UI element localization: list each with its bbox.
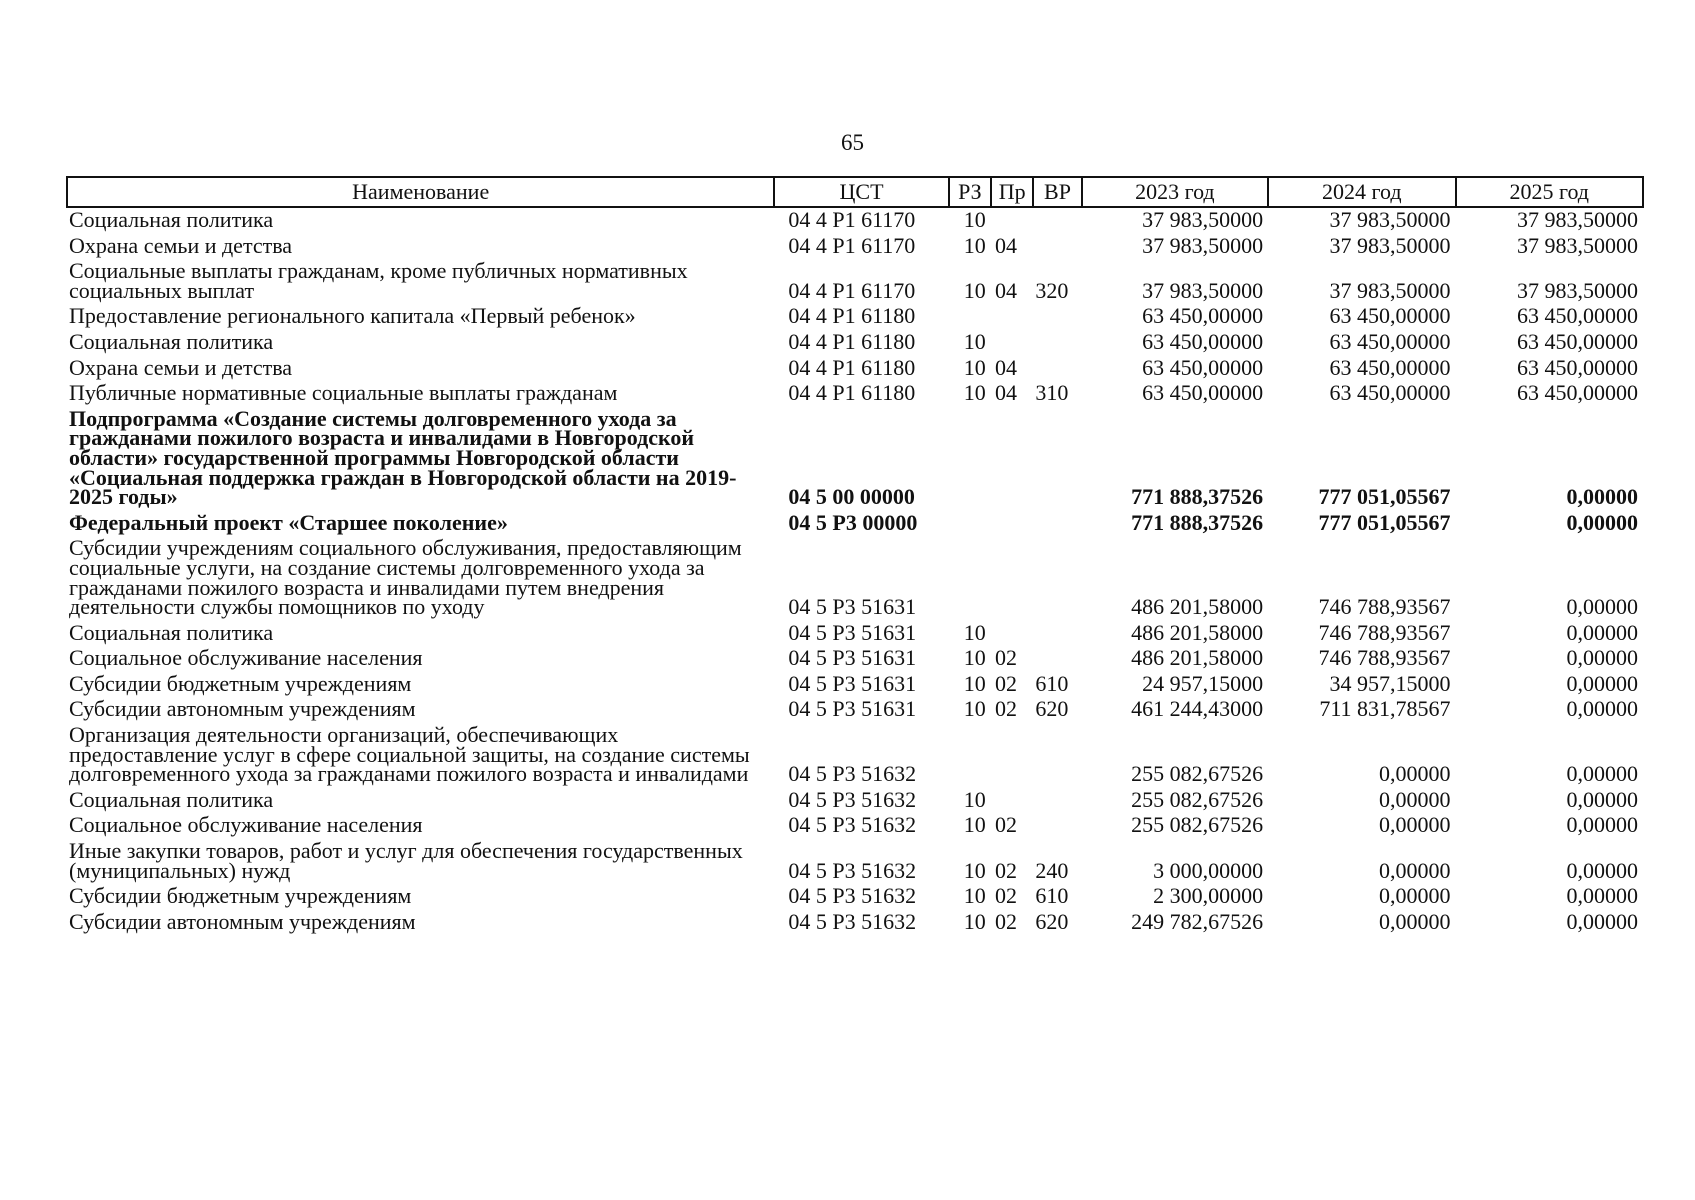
row-2025: 63 450,00000 <box>1517 303 1638 329</box>
table-row <box>67 234 1643 260</box>
row-rz: 10 <box>963 380 986 406</box>
row-cst: 04 5 P3 51631 <box>788 645 917 671</box>
header-2023: 2023 год <box>1082 177 1268 207</box>
table-row <box>67 884 1643 910</box>
row-cst: 04 5 P3 00000 <box>788 509 918 535</box>
row-2024: 0,00000 <box>1379 908 1451 934</box>
table-row-subprogram <box>67 407 1643 511</box>
row-2024: 711 831,78567 <box>1319 696 1451 722</box>
row-2024: 63 450,00000 <box>1329 380 1451 406</box>
row-name: Субсидии бюджетным учреждениям <box>69 883 412 909</box>
header-name: Наименование <box>67 177 774 207</box>
row-name: Охрана семьи и детства <box>69 354 293 380</box>
row-2024: 63 450,00000 <box>1329 354 1451 380</box>
row-2023: 37 983,50000 <box>1142 277 1264 303</box>
row-cst: 04 4 P1 61180 <box>788 354 916 380</box>
table-row <box>67 356 1643 382</box>
row-cst: 04 5 P3 51632 <box>788 761 917 787</box>
row-2023: 63 450,00000 <box>1142 303 1264 329</box>
row-pr: 02 <box>995 645 1017 671</box>
row-rz: 10 <box>963 908 986 934</box>
row-rz: 10 <box>963 207 986 232</box>
row-vr <box>1033 646 1081 672</box>
row-cst: 04 5 P3 51631 <box>788 619 917 645</box>
table-row <box>67 813 1643 839</box>
row-pr <box>991 304 1033 330</box>
row-vr <box>1033 407 1081 511</box>
row-cst: 04 4 P1 61170 <box>788 277 916 303</box>
table-row <box>67 646 1643 672</box>
page-number: 65 <box>841 130 864 155</box>
row-2025: 37 983,50000 <box>1517 232 1638 258</box>
row-rz: 10 <box>963 812 986 838</box>
row-2023: 255 082,67526 <box>1131 761 1264 787</box>
row-rz <box>949 536 991 620</box>
row-rz: 10 <box>963 232 986 258</box>
row-name: Публичные нормативные социальные выплаты гражданам <box>69 380 618 406</box>
header-pr: Пр <box>991 177 1033 207</box>
row-name: Субсидии автономным учреждениям <box>69 908 416 934</box>
row-cst: 04 5 P3 51632 <box>788 812 917 838</box>
row-vr <box>1033 207 1081 234</box>
row-2023: 2 300,00000 <box>1153 883 1264 909</box>
row-vr: 620 <box>1035 696 1069 722</box>
row-rz: 10 <box>963 619 986 645</box>
row-pr: 04 <box>995 232 1017 258</box>
row-vr <box>1033 723 1081 788</box>
table-row <box>67 697 1643 723</box>
row-2025: 0,00000 <box>1566 761 1638 787</box>
row-2024: 777 051,05567 <box>1318 509 1451 535</box>
table-row <box>67 330 1643 356</box>
row-2024: 746 788,93567 <box>1318 619 1451 645</box>
row-2024: 0,00000 <box>1379 761 1451 787</box>
row-name: Социальное обслуживание населения <box>69 812 423 838</box>
row-2023: 63 450,00000 <box>1142 328 1264 354</box>
row-cst: 04 4 P1 61180 <box>788 380 916 406</box>
row-2023: 24 957,15000 <box>1142 670 1264 696</box>
row-pr <box>991 536 1033 620</box>
row-2024: 34 957,15000 <box>1329 670 1451 696</box>
row-2023: 461 244,43000 <box>1131 696 1264 722</box>
row-pr: 02 <box>995 696 1017 722</box>
row-name: Социальное обслуживание населения <box>69 645 423 671</box>
row-cst: 04 5 P3 51632 <box>788 883 917 909</box>
row-2024: 777 051,05567 <box>1318 484 1451 510</box>
row-2025: 37 983,50000 <box>1517 207 1638 232</box>
row-rz: 10 <box>963 670 986 696</box>
row-pr <box>991 621 1033 647</box>
row-pr <box>991 407 1033 511</box>
row-name: Социальная политика <box>69 786 274 812</box>
row-2025: 0,00000 <box>1566 696 1638 722</box>
row-2025: 63 450,00000 <box>1517 328 1638 354</box>
row-name: Социальная политика <box>69 207 274 232</box>
row-cst: 04 5 P3 51631 <box>788 594 917 620</box>
header-cst: ЦСТ <box>774 177 948 207</box>
row-2025: 0,00000 <box>1566 883 1638 909</box>
row-2023: 3 000,00000 <box>1153 857 1264 883</box>
row-cst: 04 4 P1 61170 <box>788 232 916 258</box>
row-cst: 04 5 P3 51631 <box>788 670 917 696</box>
row-2024: 37 983,50000 <box>1329 207 1451 232</box>
row-cst: 04 5 P3 51632 <box>788 786 917 812</box>
row-cst: 04 4 P1 61180 <box>788 328 916 354</box>
row-2025: 0,00000 <box>1566 645 1638 671</box>
row-vr <box>1033 621 1081 647</box>
row-2024: 0,00000 <box>1379 883 1451 909</box>
row-2025: 0,00000 <box>1566 619 1638 645</box>
row-rz: 10 <box>963 645 986 671</box>
row-pr <box>991 511 1033 537</box>
row-2023: 37 983,50000 <box>1142 232 1264 258</box>
table-row <box>67 788 1643 814</box>
row-name: Предоставление регионального капитала «Первый ребенок» <box>69 303 636 329</box>
row-name: Социальная политика <box>69 328 274 354</box>
row-pr <box>991 330 1033 356</box>
row-vr <box>1033 304 1081 330</box>
row-pr: 02 <box>995 908 1017 934</box>
row-2025: 0,00000 <box>1566 594 1638 620</box>
row-2023: 249 782,67526 <box>1131 908 1264 934</box>
row-name: Субсидии учреждениям социального обслуживания, предоставляющим социальные услуги, на создание системы долговременного ухода за гражданами пожилого возраста и инвалидами путем внедрения деятельности службы помощников по уходу <box>69 535 742 620</box>
row-rz: 10 <box>963 883 986 909</box>
row-pr: 04 <box>995 354 1017 380</box>
table-row <box>67 259 1643 304</box>
row-pr <box>991 788 1033 814</box>
row-pr <box>991 723 1033 788</box>
row-vr: 320 <box>1035 277 1069 303</box>
row-2023: 771 888,37526 <box>1131 509 1264 535</box>
row-vr: 310 <box>1035 380 1069 406</box>
row-vr <box>1033 788 1081 814</box>
row-2025: 37 983,50000 <box>1517 277 1638 303</box>
row-cst: 04 4 P1 61170 <box>788 207 916 232</box>
header-vr: ВР <box>1033 177 1081 207</box>
row-2024: 0,00000 <box>1379 857 1451 883</box>
row-rz: 10 <box>963 328 986 354</box>
row-2024: 37 983,50000 <box>1329 277 1451 303</box>
header-2024: 2024 год <box>1268 177 1455 207</box>
row-name: Субсидии бюджетным учреждениям <box>69 670 412 696</box>
row-cst: 04 5 P3 51632 <box>788 908 917 934</box>
row-2024: 63 450,00000 <box>1329 328 1451 354</box>
row-2025: 63 450,00000 <box>1517 380 1638 406</box>
row-vr: 610 <box>1035 883 1069 909</box>
row-pr: 02 <box>995 857 1017 883</box>
row-2024: 37 983,50000 <box>1329 232 1451 258</box>
row-2023: 255 082,67526 <box>1131 786 1264 812</box>
row-rz: 10 <box>963 277 986 303</box>
row-2023: 486 201,58000 <box>1131 594 1264 620</box>
table-row-federal-project <box>67 511 1643 537</box>
row-2025: 0,00000 <box>1566 509 1638 535</box>
table-row <box>67 381 1643 407</box>
row-2025: 0,00000 <box>1566 908 1638 934</box>
table-row <box>67 839 1643 884</box>
row-name: Организация деятельности организаций, обеспечивающих предоставление услуг в сфере социальной защиты, на создание системы долговременного ухода за гражданами пожилого возраста и инвалидами <box>69 722 750 787</box>
row-2023: 255 082,67526 <box>1131 812 1264 838</box>
header-2025: 2025 год <box>1456 177 1644 207</box>
row-2023: 486 201,58000 <box>1131 645 1264 671</box>
row-2024: 0,00000 <box>1379 812 1451 838</box>
row-rz: 10 <box>963 857 986 883</box>
row-pr: 02 <box>995 883 1017 909</box>
row-2023: 63 450,00000 <box>1142 380 1264 406</box>
row-vr: 610 <box>1035 670 1069 696</box>
table-row <box>67 621 1643 647</box>
row-2023: 486 201,58000 <box>1131 619 1264 645</box>
row-2024: 0,00000 <box>1379 786 1451 812</box>
row-rz <box>949 511 991 537</box>
row-vr <box>1033 511 1081 537</box>
row-name: Охрана семьи и детства <box>69 232 293 258</box>
row-cst: 04 5 P3 51632 <box>788 857 917 883</box>
row-vr <box>1033 356 1081 382</box>
row-2023: 771 888,37526 <box>1131 484 1264 510</box>
table-header-row <box>67 177 1643 207</box>
row-rz: 10 <box>963 696 986 722</box>
table-row <box>67 304 1643 330</box>
row-name: Федеральный проект «Старшее поколение» <box>69 509 508 535</box>
row-2025: 0,00000 <box>1566 812 1638 838</box>
row-name: Иные закупки товаров, работ и услуг для обеспечения государственных (муниципальных) нужд <box>69 838 743 883</box>
table-row <box>67 536 1643 620</box>
row-vr <box>1033 330 1081 356</box>
row-vr <box>1033 813 1081 839</box>
row-vr <box>1033 536 1081 620</box>
row-pr: 04 <box>995 380 1017 406</box>
table-row <box>67 207 1643 234</box>
row-rz: 10 <box>963 354 986 380</box>
row-2023: 63 450,00000 <box>1142 354 1264 380</box>
row-2025: 0,00000 <box>1566 484 1638 510</box>
row-name: Социальные выплаты гражданам, кроме публичных нормативных социальных выплат <box>69 258 688 303</box>
row-2024: 746 788,93567 <box>1318 594 1451 620</box>
row-cst: 04 5 00 00000 <box>788 484 915 510</box>
row-name: Субсидии автономным учреждениям <box>69 696 416 722</box>
row-vr <box>1033 234 1081 260</box>
row-rz <box>949 304 991 330</box>
row-name: Подпрограмма «Создание системы долговременного ухода за гражданами пожилого возраста и инвалидами в Новгородской области» государственной программы Новгородской области «Социальная поддержка граждан в Новгородской области на 2019-2025 годы» <box>69 405 737 510</box>
row-pr: 02 <box>995 812 1017 838</box>
row-2024: 63 450,00000 <box>1329 303 1451 329</box>
row-2025: 0,00000 <box>1566 786 1638 812</box>
row-2025: 0,00000 <box>1566 857 1638 883</box>
row-pr: 04 <box>995 277 1017 303</box>
row-vr: 240 <box>1035 857 1069 883</box>
row-2024: 746 788,93567 <box>1318 645 1451 671</box>
row-2023: 37 983,50000 <box>1142 207 1264 232</box>
table-row <box>67 723 1643 788</box>
row-2025: 0,00000 <box>1566 670 1638 696</box>
row-rz <box>949 407 991 511</box>
row-pr <box>991 207 1033 234</box>
table-row <box>67 672 1643 698</box>
budget-table <box>66 176 1644 935</box>
row-rz: 10 <box>963 786 986 812</box>
header-rz: РЗ <box>949 177 991 207</box>
row-cst: 04 4 P1 61180 <box>788 303 916 329</box>
table-row <box>67 910 1643 936</box>
row-2025: 63 450,00000 <box>1517 354 1638 380</box>
row-cst: 04 5 P3 51631 <box>788 696 917 722</box>
row-pr: 02 <box>995 670 1017 696</box>
row-name: Социальная политика <box>69 619 274 645</box>
row-rz <box>949 723 991 788</box>
row-vr: 620 <box>1035 908 1069 934</box>
